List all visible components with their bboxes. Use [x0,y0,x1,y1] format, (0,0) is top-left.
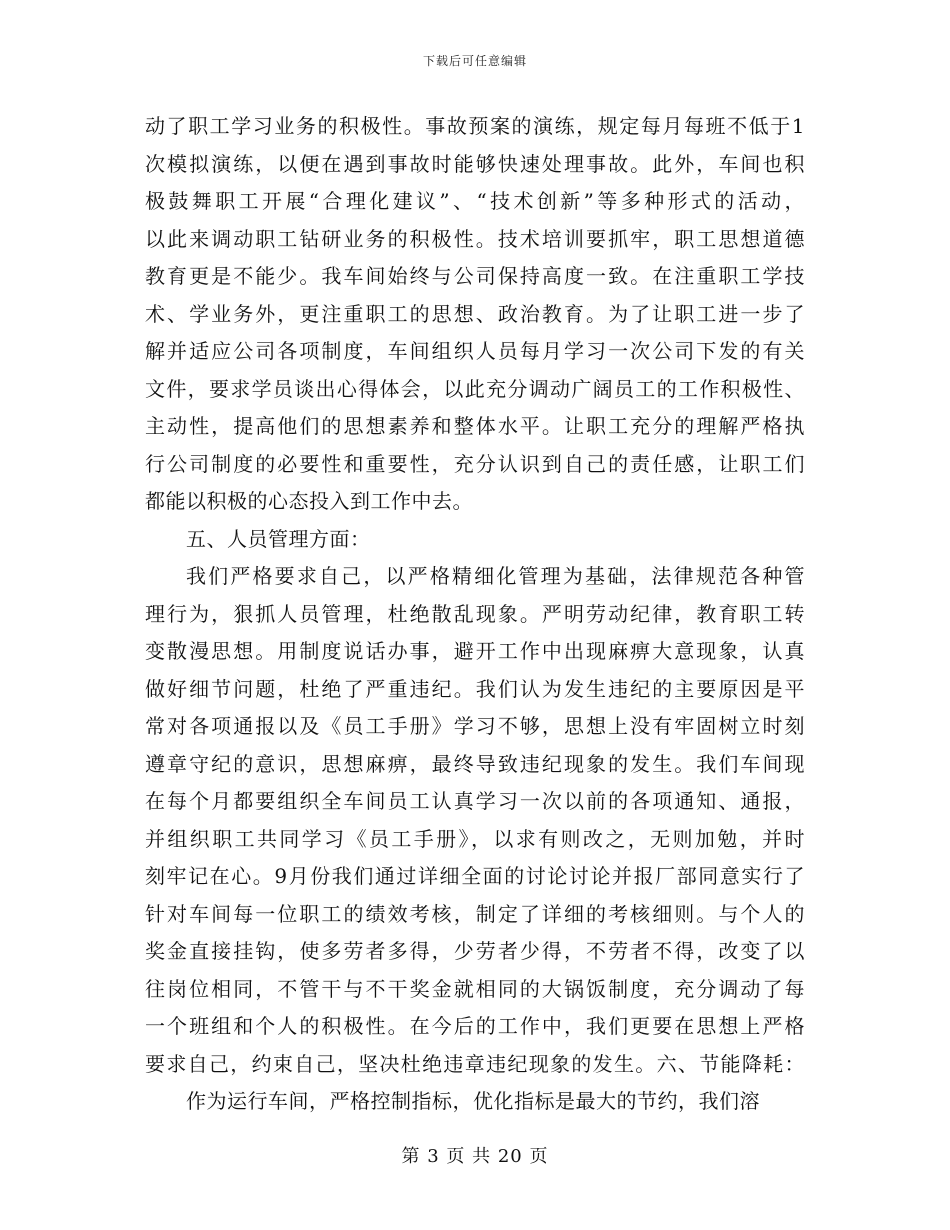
text-line: 我们严格要求自己，以严格精细化管理为基础，法律规范各种管 [186,564,805,588]
text-line: 术、学业务外，更注重职工的思想、政治教育。为了让职工进一步了 [145,301,805,326]
text-line: 极鼓舞职工开展“合理化建议”、“技术创新”等多种形式的活动， [145,189,805,213]
text-line: 主动性，提高他们的思想素养和整体水平。让职工充分的理解严格执 [145,414,805,438]
text-line: 针对车间每一位职工的绩效考核，制定了详细的考核细则。与个人的 [145,901,805,926]
text-line: 以此来调动职工钻研业务的积极性。技术培训要抓牢，职工思想道德 [145,226,805,251]
text-line: 动了职工学习业务的积极性。事故预案的演练，规定每月每班不低于1 [145,114,805,138]
text-line: 一个班组和个人的积极性。在今后的工作中，我们更要在思想上严格 [145,1014,805,1038]
text-line: 做好细节问题，杜绝了严重违纪。我们认为发生违纪的主要原因是平 [145,676,805,701]
text-line: 解并适应公司各项制度，车间组织人员每月学习一次公司下发的有关 [145,339,805,363]
page-number: 第 3 页 共 20 页 [401,1146,549,1167]
text-line: 次模拟演练，以便在遇到事故时能够快速处理事故。此外，车间也积 [145,151,805,176]
text-line: 理行为，狠抓人员管理，杜绝散乱现象。严明劳动纪律，教育职工转 [145,601,805,626]
text-line: 往岗位相同，不管干与不干奖金就相同的大锅饭制度，充分调动了每 [145,976,805,1001]
text-line: 刻牢记在心。9月份我们通过详细全面的讨论讨论并报厂部同意实行了 [145,864,805,888]
text-line: 文件，要求学员谈出心得体会，以此充分调动广阔员工的工作积极性、 [145,376,805,401]
text-line: 要求自己，约束自己，坚决杜绝违章违纪现象的发生。六、节能降耗： [145,1051,805,1076]
text-line: 并组织职工共同学习《员工手册》，以求有则改之，无则加勉，并时 [145,826,805,851]
text-line: 遵章守纪的意识，思想麻痹，最终导致违纪现象的发生。我们车间现 [145,751,805,776]
text-line: 奖金直接挂钩，使多劳者多得，少劳者少得，不劳者不得，改变了以 [145,939,805,963]
text-line: 常对各项通报以及《员工手册》学习不够，思想上没有牢固树立时刻 [145,714,805,738]
text-line: 都能以积极的心态投入到工作中去。 [145,489,473,513]
section-heading: 五、人员管理方面： [186,526,371,551]
body-text [145,108,805,1121]
text-line: 作为运行车间，严格控制指标，优化指标是最大的节约，我们溶 [186,1089,760,1113]
text-line: 行公司制度的必要性和重要性，充分认识到自己的责任感，让职工们 [145,451,805,476]
text-line: 在每个月都要组织全车间员工认真学习一次以前的各项通知、通报， [145,789,805,813]
text-line: 变散漫思想。用制度说话办事，避开工作中出现麻痹大意现象，认真 [145,639,805,663]
text-line: 教育更是不能少。我车间始终与公司保持高度一致。在注重职工学技 [145,264,805,288]
page-header: 下载后可任意编辑 [422,54,527,68]
